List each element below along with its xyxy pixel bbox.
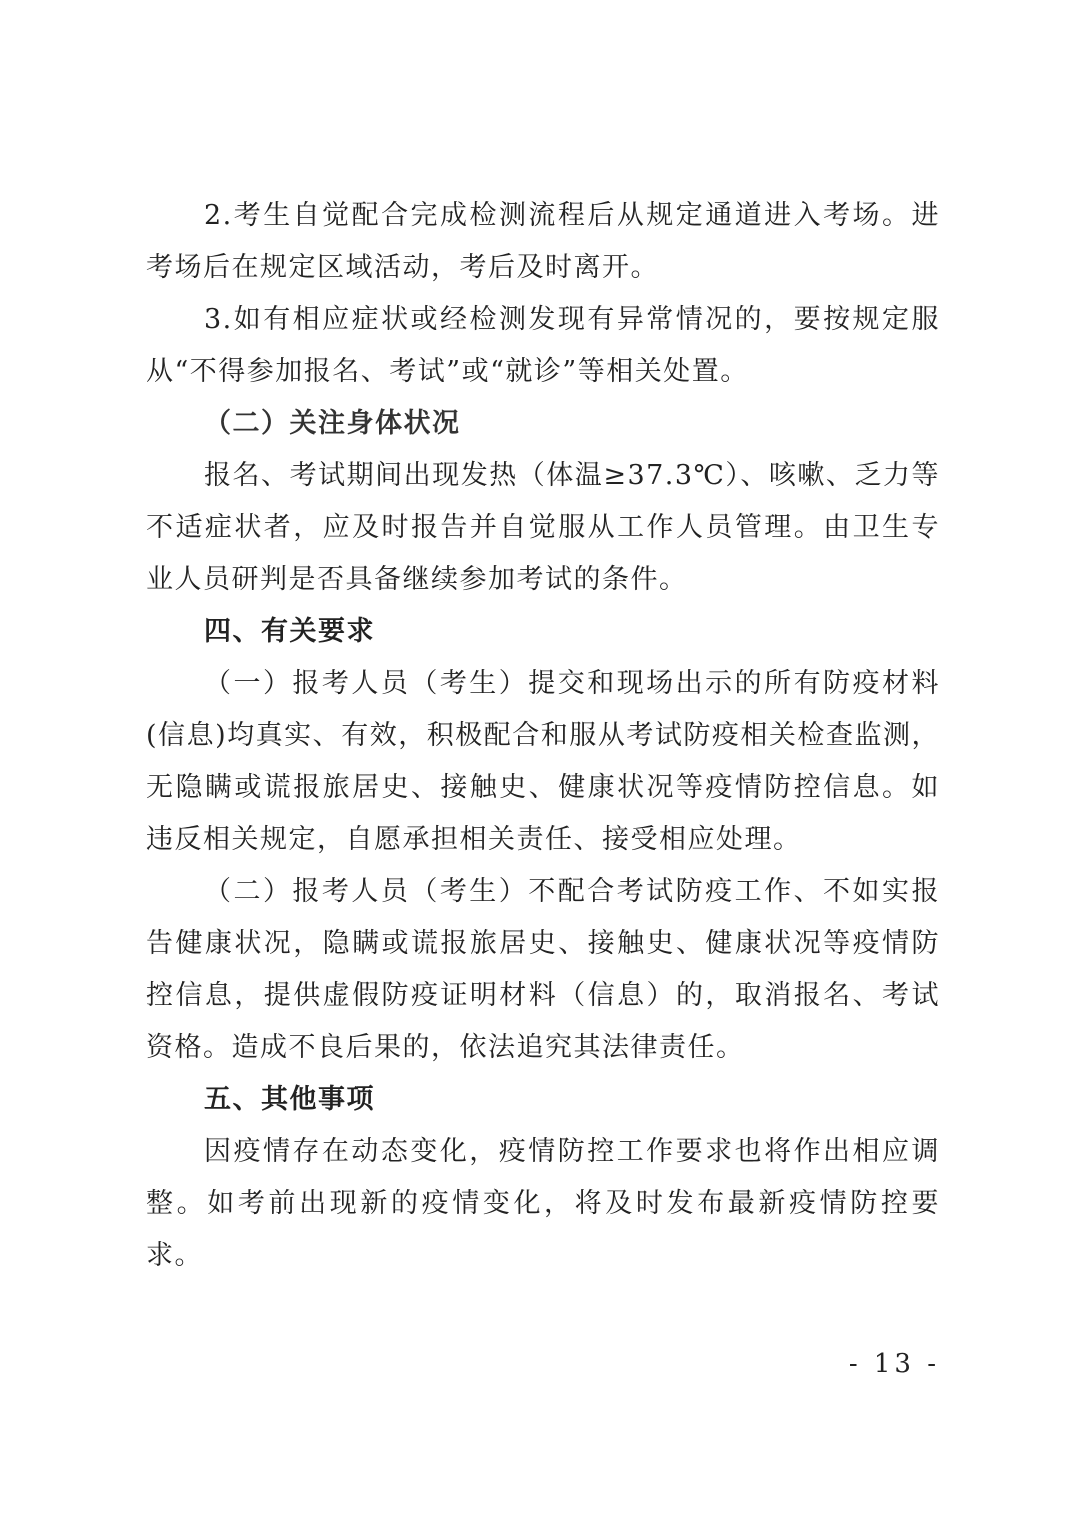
heading-other-matters: 五、其他事项 — [204, 1084, 375, 1115]
page-number: - 13 - — [848, 1349, 940, 1379]
paragraph-dynamic-changes: 因疫情存在动态变化，疫情防控工作要求也将作出相应调整。如考前出现新的疫情变化，将及时发布最新疫情防控要求。 — [146, 1136, 940, 1271]
subheading-body-condition: （二）关注身体状况 — [204, 408, 461, 439]
heading-requirements: 四、有关要求 — [204, 616, 375, 647]
paragraph-fever-report: 报名、考试期间出现发热（体温≥37.3℃）、咳嗽、乏力等不适症状者，应及时报告并自觉服从工作人员管理。由卫生专业人员研判是否具备继续参加考试的条件。 — [146, 460, 940, 595]
paragraph-truthful-materials: （一）报考人员（考生）提交和现场出示的所有防疫材料(信息)均真实、有效，积极配合和服从考试防疫相关检查监测，无隐瞒或谎报旅居史、接触史、健康状况等疫情防控信息。如违反相关规定，自愿承担相关责任、接受相应处理。 — [146, 668, 940, 855]
paragraph-non-cooperation: （二）报考人员（考生）不配合考试防疫工作、不如实报告健康状况，隐瞒或谎报旅居史、接触史、健康状况等疫情防控信息，提供虚假防疫证明材料（信息）的，取消报名、考试资格。造成不良后果的，依法追究其法律责任。 — [146, 876, 940, 1063]
paragraph-exam-entry: 2.考生自觉配合完成检测流程后从规定通道进入考场。进考场后在规定区域活动，考后及时离开。 — [146, 200, 940, 283]
document-body — [146, 190, 940, 1282]
paragraph-abnormal-symptoms: 3.如有相应症状或经检测发现有异常情况的，要按规定服从“不得参加报名、考试”或“就诊”等相关处置。 — [146, 304, 940, 387]
